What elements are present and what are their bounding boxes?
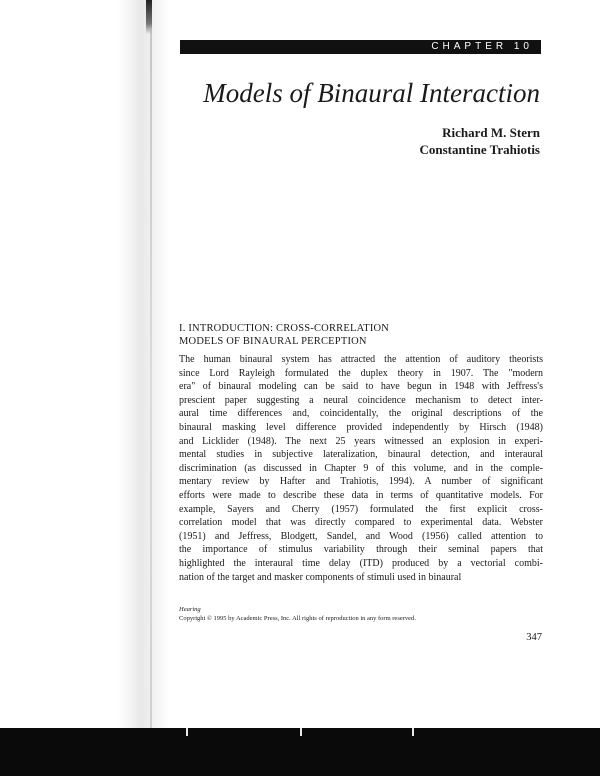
scan-notch (412, 728, 414, 736)
page-number: 347 (526, 632, 542, 643)
chapter-title: Models of Binaural Interaction (203, 78, 540, 108)
body-line: efforts were made to describe these data in terms of quantitative models. For (179, 489, 543, 501)
spine-mark (146, 0, 152, 34)
authors (419, 124, 540, 158)
body-line: example, Sayers and Cherry (1957) formulated the first explicit cross- (179, 503, 543, 515)
chapter-bar (180, 40, 541, 54)
body-line: era" of binaural modeling can be said to have begun in 1948 with Jeffress's (179, 381, 543, 393)
body-line: prescient paper suggesting a neural coincidence mechanism to detect inter- (179, 394, 543, 406)
chapter-label: CHAPTER 10 (431, 41, 533, 52)
body-line: the importance of stimulus variability through their seminal papers that (179, 544, 543, 556)
body-line: mental studies in subjective lateralization, binaural detection, and interaural (179, 449, 543, 461)
section-heading-line: MODELS OF BINAURAL PERCEPTION (179, 336, 367, 347)
body-line: discrimination (as discussed in Chapter 9 of this volume, and in the comple- (179, 462, 543, 474)
body-line: The human binaural system has attracted the attention of auditory theorists (179, 354, 543, 365)
footer-book-title: Hearing (179, 606, 201, 613)
body-text (179, 353, 543, 584)
section-heading-line: I. INTRODUCTION: CROSS-CORRELATION (179, 323, 390, 334)
body-line: mentary review by Hafter and Trahiotis, 1994). A number of significant (179, 476, 543, 488)
body-line: and Licklider (1948). The next 25 years witnessed an explosion in experi- (179, 435, 543, 447)
spine-line (150, 30, 152, 730)
body-line: (1951) and Jeffress, Blodgett, Sandel, and Wood (1956) called attention to (179, 530, 543, 542)
footer (179, 605, 543, 623)
author-name: Richard M. Stern (442, 125, 540, 140)
body-line: since Lord Rayleigh formulated the duplex theory in 1907. The "modern (179, 367, 543, 379)
footer-copyright: Copyright © 1995 by Academic Press, Inc. All rights of reproduction in any form reserved. (179, 615, 416, 622)
author-name: Constantine Trahiotis (419, 142, 540, 157)
body-line: nation of the target and masker components of stimuli used in binaural (179, 571, 462, 583)
body-line: binaural masking level difference provided independently by Hirsch (1948) (179, 421, 543, 433)
binding-shadow (118, 0, 170, 730)
body-line: correlation model that was directly compared to experimental data. Webster (179, 517, 543, 529)
scan-notch (186, 728, 188, 736)
scan-edge-bar (0, 728, 600, 776)
body-line: aural time differences and, coincidentally, the original descriptions of the (179, 408, 543, 420)
body-line: highlighted the interaural time delay (ITD) produced by a vectorial combi- (179, 557, 543, 569)
scan-notch (300, 728, 302, 736)
section-heading (179, 322, 549, 348)
